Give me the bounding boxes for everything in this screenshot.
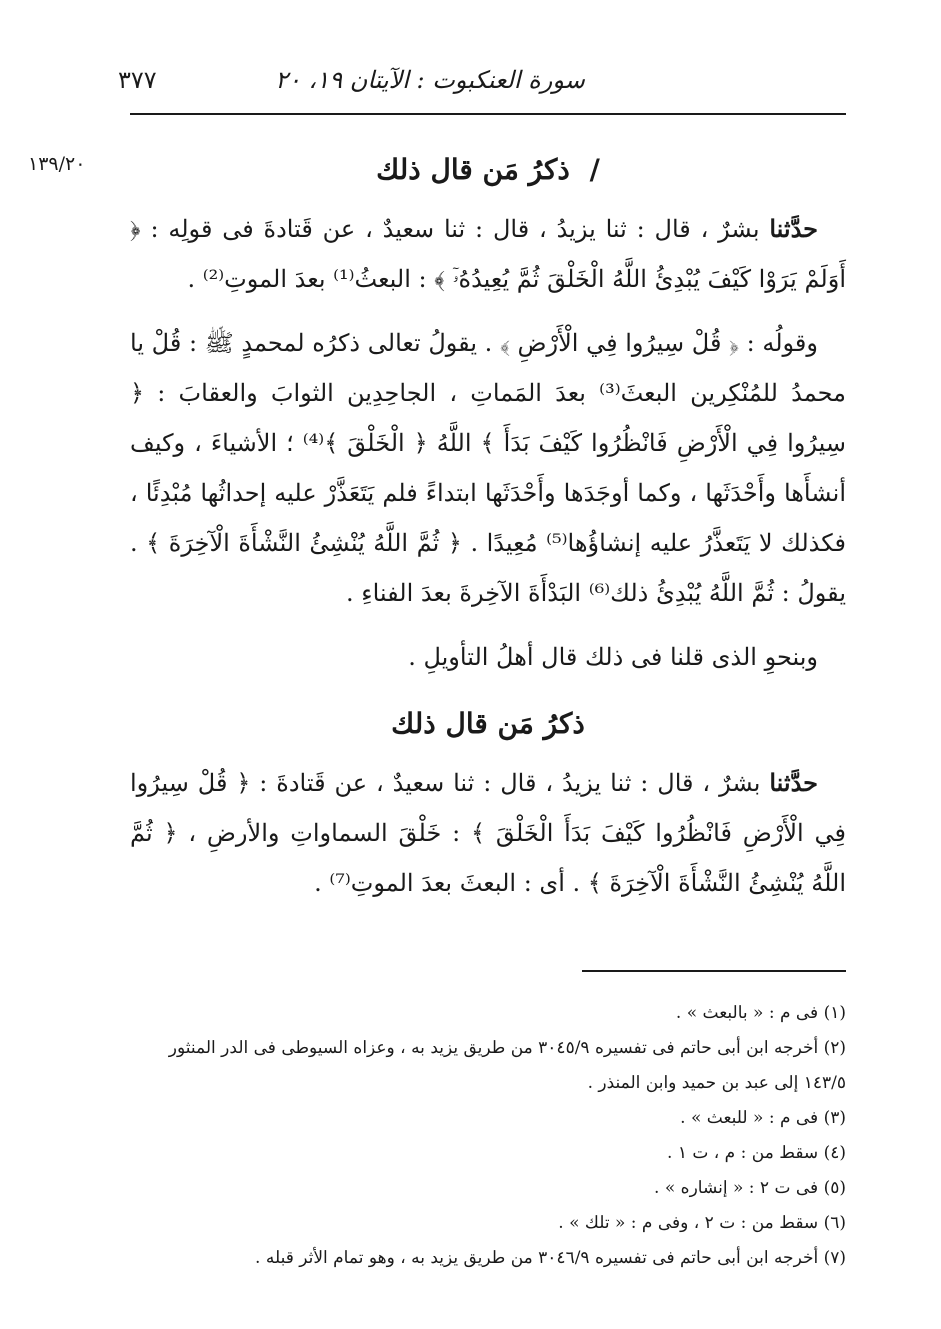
paragraph-lead: حدَّثنا (769, 214, 818, 243)
paragraph (130, 204, 846, 304)
footnotes (130, 996, 846, 1276)
header-divider (130, 113, 846, 115)
main-text (130, 150, 846, 922)
page-number: ٣٧٧ (118, 66, 157, 94)
margin-reference: ١٣٩/٢٠ (28, 153, 86, 175)
running-header-title: سورة العنكبوت : الآيتان ١٩، ٢٠ (275, 66, 585, 94)
section-heading (130, 150, 846, 190)
footnote-divider (582, 970, 846, 972)
paragraph-text: بشرٌ ، قال : ثنا يزيدُ ، قال : ثنا سعيدٌ ، عن قَتادةَ فى قولِه : ﴿ أَوَلَمْ يَرَوْا كَيْفَ يُبْدِئُ اللَّهُ الْخَلْقَ ثُمَّ يُعِيدُهُۥٓ ﴾ : البعثُ⁽¹⁾ بعدَ الموتِ⁽²⁾ . (130, 215, 846, 293)
paragraph-lead: حدَّثنا (769, 768, 818, 797)
heading-mark: / (589, 153, 600, 186)
section-heading (130, 704, 846, 744)
paragraph (130, 758, 846, 908)
paragraph-text: وقولُه : ﴿ قُلْ سِيرُوا فِي الْأَرْضِ ﴾ . يقولُ تعالى ذكرُه لمحمدٍ ﷺ : قُلْ يا محمدُ للمُنْكِرين البعثَ⁽³⁾ بعدَ المَماتِ ، الجاحِدِين الثوابَ والعقابَ : ﴿ سِيرُوا فِي الْأَرْضِ فَانْظُرُوا كَيْفَ بَدَأَ ﴾ اللَّهُ ﴿ الْخَلْقَ ﴾⁽⁴⁾ ؛ الأشياءَ ، وكيف أنشأَها وأَحْدَثَها ، وكما أوجَدَها وأَحْدَثَها ابتداءً فلم يَتَعَذَّرْ عليه إحداثُها مُبْدِئًا ، فكذلك لا يَتَعذَّرُ عليه إنشاؤُها⁽⁵⁾ مُعِيدًا . ﴿ ثُمَّ اللَّهُ يُنْشِئُ النَّشْأَةَ الْآخِرَةَ ﴾ . يقولُ : ثُمَّ اللَّهُ يُبْدِئُ ذلك⁽⁶⁾ البَدْأَةَ الآخِرةَ بعدَ الفناءِ . (130, 329, 846, 607)
footnote: (٣) فى م : « للبعث » . (680, 1108, 846, 1128)
footnote: (٧) أخرجه ابن أبى حاتم فى تفسيره ٣٠٤٦/٩ من طريق يزيد به ، وهو تمام الأثر قبله . (255, 1248, 846, 1268)
paragraph (130, 318, 846, 618)
footnote: (٦) سقط من : ت ٢ ، وفى م : « تلك » . (558, 1213, 846, 1233)
section-heading-text: ذكرُ مَن قال ذلك (391, 707, 585, 740)
closing-line: وبنحوِ الذى قلنا فى ذلك قال أهلُ التأويلِ . (408, 643, 818, 671)
footnote: (٢) أخرجه ابن أبى حاتم فى تفسيره ٣٠٤٥/٩ من طريق يزيد به ، وعزاه السيوطى فى الدر المنثور ١٤٣/٥ إلى عبد بن حميد وابن المنذر . (168, 1038, 846, 1093)
footnote: (٥) فى ت ٢ : « إنشاره » . (654, 1178, 846, 1198)
paragraph-text: بشرٌ ، قال : ثنا يزيدُ ، قال : ثنا سعيدٌ ، عن قَتادةَ : ﴿ قُلْ سِيرُوا فِي الْأَرْضِ فَانْظُرُوا كَيْفَ بَدَأَ الْخَلْقَ ﴾ : خَلْقَ السماواتِ والأرضِ ، ﴿ ثُمَّ اللَّهُ يُنْشِئُ النَّشْأَةَ الْآخِرَةَ ﴾ . أى : البعثَ بعدَ الموتِ⁽⁷⁾ . (130, 769, 846, 897)
footnote: (٤) سقط من : م ، ت ١ . (667, 1143, 846, 1163)
footnote: (١) فى م : « بالبعث » . (675, 1003, 846, 1023)
section-heading-text: ذكرُ مَن قال ذلك (376, 153, 570, 186)
